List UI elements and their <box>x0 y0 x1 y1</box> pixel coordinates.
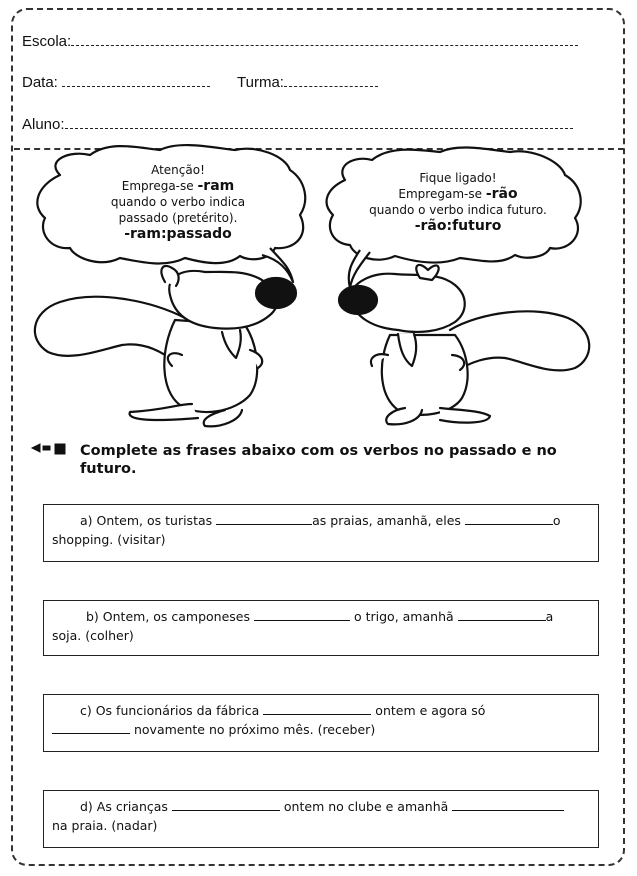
student-label: Aluno: <box>22 116 65 133</box>
right-bubble-line1: Fique ligado! <box>419 171 497 185</box>
left-bubble-line3: quando o verbo indica <box>110 195 246 209</box>
exercise-c-line2 <box>52 720 590 739</box>
exercise-b-line1 <box>52 607 590 626</box>
exercise-d-blank2[interactable] <box>452 798 564 811</box>
exercise-a-blank1[interactable] <box>216 512 312 525</box>
left-squirrel-foot <box>130 404 198 420</box>
exercise-b-line2: soja. (colher) <box>52 628 134 643</box>
exercise-d-text2: ontem no clube e amanhã <box>283 799 449 814</box>
left-squirrel-nose <box>256 278 296 308</box>
right-squirrel-foot-right <box>440 408 490 423</box>
left-squirrel-body <box>164 320 257 412</box>
right-squirrel-foot <box>386 408 422 424</box>
right-squirrel-bow <box>416 265 438 280</box>
left-bubble-line2 <box>68 178 288 194</box>
exercise-c-text1: c) Os funcionários da fábrica <box>80 703 260 718</box>
exercise-a-text3: o <box>552 513 561 528</box>
exercise-d-line2: na praia. (nadar) <box>52 818 158 833</box>
exercise-b-blank1[interactable] <box>254 608 350 621</box>
left-bubble-line1: Atenção! <box>151 163 205 177</box>
right-bubble-rao: -rão <box>485 186 518 202</box>
right-squirrel-tail <box>450 311 589 372</box>
exercise-b-text2: o trigo, amanhã <box>353 609 454 624</box>
exercise-b-text1: b) Ontem, os camponeses <box>86 609 251 624</box>
right-bubble-line2-text: Empregam-se <box>398 187 482 201</box>
exercise-b-text3: a <box>545 609 554 624</box>
left-bubble-text <box>68 162 288 242</box>
right-squirrel-body <box>382 335 468 415</box>
exercise-d <box>43 790 599 848</box>
right-bubble-rule: -rão:futuro <box>414 218 502 234</box>
exercise-d-line1 <box>52 797 590 816</box>
right-bubble-line4 <box>348 218 568 234</box>
right-bubble-line2 <box>348 186 568 202</box>
right-bubble-line3: quando o verbo indica futuro. <box>369 203 547 217</box>
date-label: Data: <box>22 74 58 91</box>
exercise-d-text1: d) As crianças <box>80 799 168 814</box>
instruction-text: Complete as frases abaixo com os verbos no passado e no futuro. <box>80 443 557 477</box>
right-squirrel <box>339 265 589 424</box>
exercise-c-text3: novamente no próximo mês. (receber) <box>133 722 376 737</box>
exercise-a-text2: as praias, amanhã, eles <box>312 513 461 528</box>
right-squirrel-nose <box>339 286 377 314</box>
exercise-b <box>43 600 599 656</box>
exercise-c-blank1[interactable] <box>263 702 371 715</box>
left-squirrel-tail <box>35 297 185 362</box>
exercise-c-text2: ontem e agora só <box>375 703 486 718</box>
left-bubble-line4: passado (pretérito). <box>118 211 238 225</box>
school-label: Escola: <box>22 33 72 50</box>
instruction-bullet-icon <box>32 444 65 454</box>
left-bubble-line5 <box>68 226 288 242</box>
exercise-c <box>43 694 599 752</box>
exercise-b-blank2[interactable] <box>458 608 546 621</box>
right-bubble-text <box>348 170 568 234</box>
exercise-c-line1 <box>52 701 590 720</box>
exercise-a-text1: a) Ontem, os turistas <box>80 513 213 528</box>
exercise-d-blank1[interactable] <box>172 798 280 811</box>
left-bubble-ram: -ram <box>197 178 235 194</box>
left-bubble-rule: -ram:passado <box>124 226 232 242</box>
left-bubble-line2-text: Emprega-se <box>121 179 194 193</box>
class-label: Turma: <box>237 74 284 91</box>
exercise-a <box>43 504 599 562</box>
left-squirrel <box>35 266 296 426</box>
exercise-a-blank2[interactable] <box>465 512 553 525</box>
left-squirrel-ear <box>161 266 178 286</box>
exercise-a-line1 <box>52 511 590 530</box>
exercise-a-line2: shopping. (visitar) <box>52 532 166 547</box>
left-bubble-tail <box>262 248 293 282</box>
exercise-c-blank2[interactable] <box>52 721 130 734</box>
